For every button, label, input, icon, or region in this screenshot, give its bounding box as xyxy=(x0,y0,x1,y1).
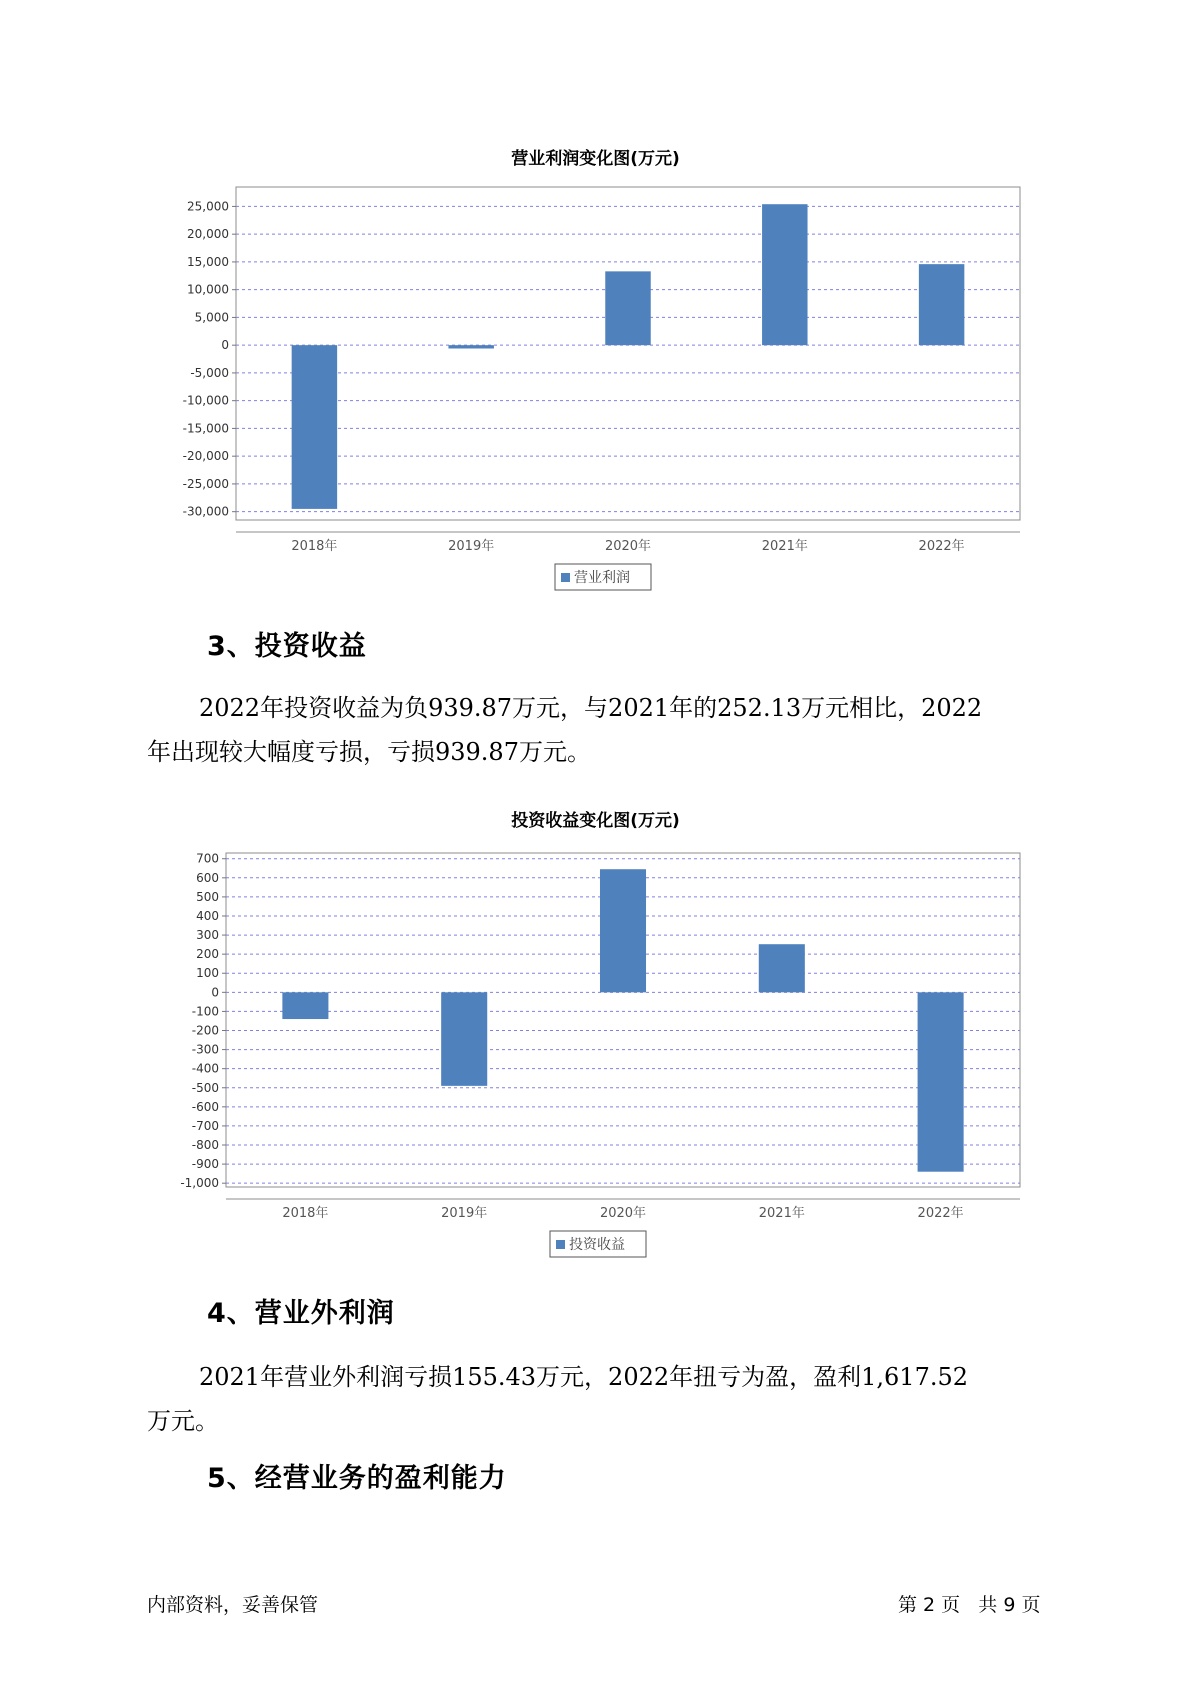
y-tick-label: -300 xyxy=(191,1042,219,1057)
x-tick-label: 2018年 xyxy=(282,1206,329,1221)
section-3-line1: 2022年投资收益为负939.87万元，与2021年的252.13万元相比，2022 xyxy=(199,694,983,722)
y-tick-label: -1,000 xyxy=(180,1176,219,1191)
x-tick-label: 2022年 xyxy=(917,1206,964,1221)
x-tick-label: 2021年 xyxy=(761,539,808,554)
y-tick-label: 600 xyxy=(196,870,219,885)
y-tick-label: -200 xyxy=(191,1023,219,1038)
y-tick-label: 400 xyxy=(196,908,219,923)
y-tick-label: -600 xyxy=(191,1099,219,1114)
legend-label: 营业利润 xyxy=(574,570,630,586)
x-tick-label: 2021年 xyxy=(758,1206,805,1221)
chart2-title: 投资收益变化图(万元) xyxy=(511,811,680,831)
y-tick-label: 500 xyxy=(196,889,219,904)
bar-2019年 xyxy=(441,992,487,1086)
section-4-line2: 万元。 xyxy=(147,1407,219,1435)
y-tick-label: 5,000 xyxy=(194,310,229,325)
y-tick-label: -400 xyxy=(191,1061,219,1076)
bar-2018年 xyxy=(282,992,328,1019)
section-4-heading: 4、营业外利润 xyxy=(207,1298,395,1329)
section-3-line2: 年出现较大幅度亏损，亏损939.87万元。 xyxy=(147,738,591,766)
y-tick-label: -25,000 xyxy=(182,476,229,491)
legend-swatch xyxy=(556,1240,565,1249)
y-tick-label: -500 xyxy=(191,1080,219,1095)
y-tick-label: 0 xyxy=(211,985,219,1000)
x-tick-label: 2019年 xyxy=(448,539,495,554)
y-tick-label: 700 xyxy=(196,851,219,866)
y-tick-label: -10,000 xyxy=(182,393,229,408)
y-tick-label: 300 xyxy=(196,928,219,943)
y-tick-label: -20,000 xyxy=(182,449,229,464)
y-tick-label: -30,000 xyxy=(182,504,229,519)
x-tick-label: 2020年 xyxy=(599,1206,647,1221)
chart1-title: 营业利润变化图(万元) xyxy=(511,149,680,169)
y-tick-label: -15,000 xyxy=(182,421,229,436)
legend-label: 投资收益 xyxy=(569,1237,625,1253)
y-tick-label: -5,000 xyxy=(190,365,229,380)
y-tick-label: -700 xyxy=(191,1118,219,1133)
y-tick-label: 20,000 xyxy=(187,227,229,242)
x-tick-label: 2022年 xyxy=(918,539,965,554)
y-tick-label: -800 xyxy=(191,1138,219,1153)
y-tick-label: 10,000 xyxy=(187,282,229,297)
x-tick-label: 2020年 xyxy=(604,539,652,554)
y-tick-label: 0 xyxy=(221,338,229,353)
bar-2020年 xyxy=(600,869,646,992)
y-tick-label: 15,000 xyxy=(187,254,229,269)
y-tick-label: 25,000 xyxy=(187,199,229,214)
bar-2022年 xyxy=(918,992,964,1171)
x-tick-label: 2019年 xyxy=(441,1206,488,1221)
section-4-paragraph xyxy=(147,1355,1047,1443)
section-3-heading: 3、投资收益 xyxy=(207,631,367,662)
section-5-heading: 5、经营业务的盈利能力 xyxy=(207,1463,507,1494)
section-4-line1: 2021年营业外利润亏损155.43万元，2022年扭亏为盈，盈利1,617.52 xyxy=(199,1363,969,1391)
footer-confidential-note: 内部资料，妥善保管 xyxy=(147,1594,319,1616)
y-tick-label: -900 xyxy=(191,1157,219,1172)
bar-2021年 xyxy=(759,944,805,992)
y-tick-label: 100 xyxy=(196,966,219,981)
y-tick-label: -100 xyxy=(191,1004,219,1019)
y-tick-label: 200 xyxy=(196,947,219,962)
footer-page-number: 第 2 页 共 9 页 xyxy=(898,1594,1041,1616)
x-tick-label: 2018年 xyxy=(291,539,338,554)
